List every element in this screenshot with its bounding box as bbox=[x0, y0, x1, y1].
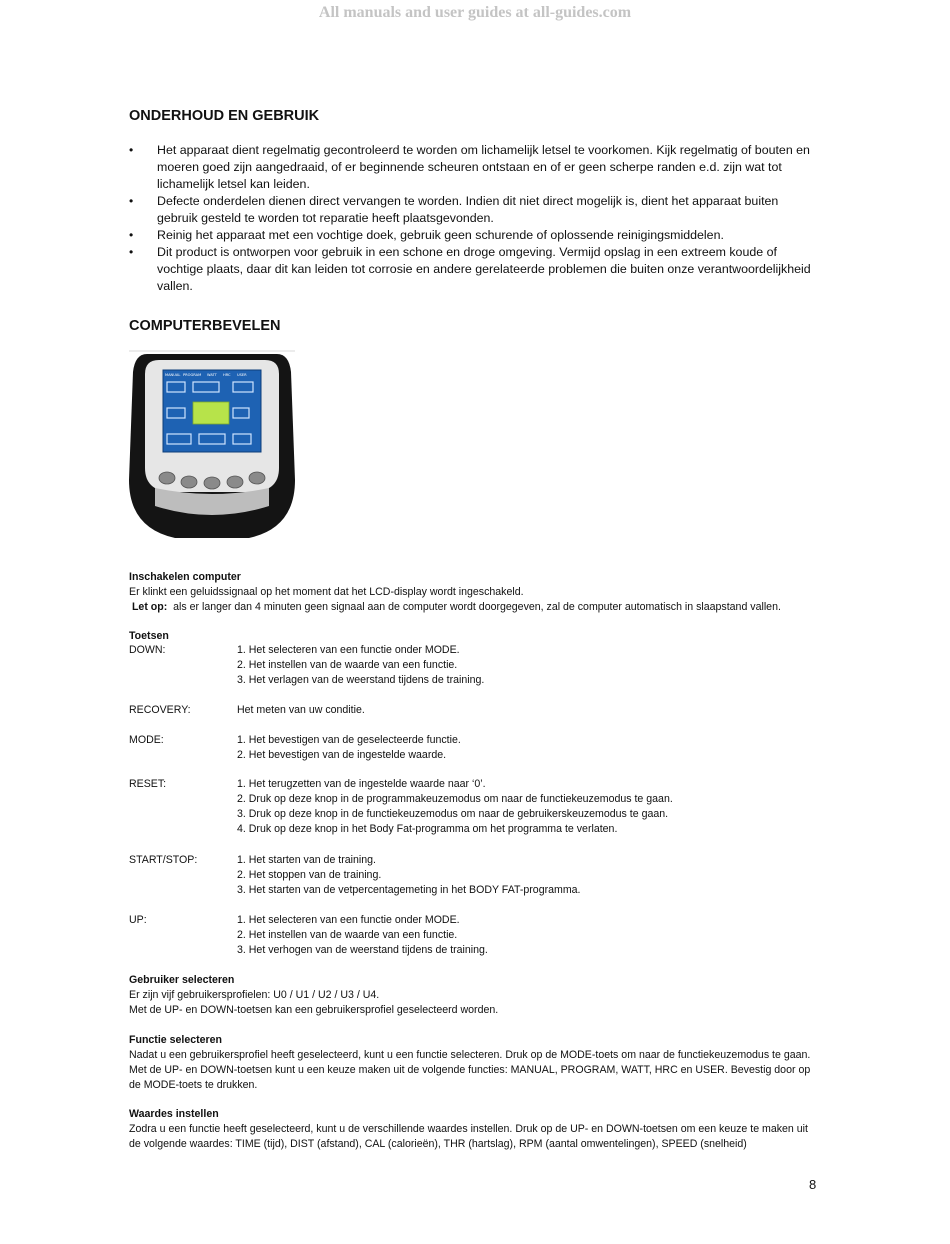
key-name: MODE: bbox=[129, 734, 164, 746]
bullet-icon: • bbox=[129, 228, 134, 242]
note-label: Let op: bbox=[131, 601, 168, 613]
bullet-icon: • bbox=[129, 194, 134, 208]
lcd-label-user: USER bbox=[237, 373, 247, 377]
bullet-icon: • bbox=[129, 245, 134, 259]
bullet-text: Defecte onderdelen dienen direct vervangen te worden. Indien dit niet direct mogelijk is, dient het apparaat buiten gebruik gesteld te worden tot reparatie heeft plaatsgevonden. bbox=[157, 194, 779, 225]
lcd-label-hrc: HRC bbox=[223, 373, 231, 377]
values-section bbox=[129, 1107, 821, 1152]
user-select-line2: Met de UP- en DOWN-toetsen kan een gebruikersprofiel geselecteerd worden. bbox=[129, 1004, 499, 1016]
list-item bbox=[129, 193, 821, 227]
key-name: UP: bbox=[129, 914, 147, 926]
key-description: Het meten van uw conditie. bbox=[237, 704, 365, 716]
lcd-label-program: PROGRAM bbox=[183, 373, 202, 377]
key-name: DOWN: bbox=[129, 644, 166, 656]
power-on-text: Er klinkt een geluidssignaal op het moment dat het LCD-display wordt ingeschakeld. bbox=[129, 586, 524, 598]
note-text: als er langer dan 4 minuten geen signaal aan de computer wordt doorgegeven, zal de computer automatisch in slaapstand vallen. bbox=[173, 601, 781, 613]
key-name: START/STOP: bbox=[129, 854, 198, 866]
section-title-computerbevelen: COMPUTERBEVELEN bbox=[129, 318, 281, 334]
power-on-section bbox=[129, 570, 821, 615]
key-description: 1. Het bevestigen van de geselecteerde functie. 2. Het bevestigen van de ingestelde waarde. bbox=[237, 734, 461, 761]
maintenance-list bbox=[129, 142, 821, 295]
computer-console-image bbox=[129, 350, 295, 542]
list-item bbox=[129, 244, 821, 295]
bullet-text: Het apparaat dient regelmatig gecontroleerd te worden om lichamelijk letsel te voorkomen. Kijk regelmatig of bouten en moeren goed zijn aangedraaid, of er beginnende scheuren ontstaan en of er geen scherpe randen e.d. zijn wat tot lichamelijk letsel kan leiden. bbox=[157, 143, 810, 191]
values-heading: Waardes instellen bbox=[129, 1108, 219, 1120]
lcd-label-watt: WATT bbox=[207, 373, 217, 377]
list-item bbox=[129, 227, 821, 244]
values-text: Zodra u een functie heeft geselecteerd, kunt u de verschillende waardes instellen. Druk op de UP- en DOWN-toetsen om een keuze te maken uit de volgende waardes: TIME (tijd), DIST (afstand), CAL (calorieën), THR (hartslag), RPM (aantal omwentelingen), SPEED (snelheid) bbox=[129, 1123, 808, 1150]
power-on-note bbox=[129, 600, 821, 615]
watermark: All manuals and user guides at all-guides.com bbox=[318, 4, 632, 21]
key-description: 1. Het selecteren van een functie onder MODE. 2. Het instellen van de waarde van een functie. 3. Het verhogen van de weerstand tijdens de training. bbox=[237, 914, 488, 956]
bullet-text: Dit product is ontworpen voor gebruik in een schone en droge omgeving. Vermijd opslag in een extreem koude of vochtige plaats, daar dit kan leiden tot corrosie en andere gerelateerde problemen die buiten onze verantwoordelijkheid vallen. bbox=[157, 245, 811, 293]
page-number: 8 bbox=[809, 1177, 817, 1192]
keys-heading: Toetsen bbox=[129, 630, 169, 642]
function-select-section bbox=[129, 1033, 821, 1093]
key-name: RESET: bbox=[129, 778, 167, 790]
section-title-onderhoud: ONDERHOUD EN GEBRUIK bbox=[129, 108, 320, 124]
user-select-line1: Er zijn vijf gebruikersprofielen: U0 / U1 / U2 / U3 / U4. bbox=[129, 989, 380, 1001]
user-select-section bbox=[129, 973, 821, 1018]
key-description: 1. Het starten van de training. 2. Het stoppen van de training. 3. Het starten van de vetpercentagemeting in het BODY FAT-programma. bbox=[237, 854, 581, 896]
function-select-heading: Functie selecteren bbox=[129, 1034, 223, 1046]
user-select-heading: Gebruiker selecteren bbox=[129, 974, 235, 986]
lcd-label-manual: MANUAL bbox=[165, 373, 181, 377]
key-description: 1. Het selecteren van een functie onder MODE. 2. Het instellen van de waarde van een functie. 3. Het verlagen van de weerstand tijdens de training. bbox=[237, 644, 485, 686]
power-on-heading: Inschakelen computer bbox=[129, 571, 241, 583]
function-select-text: Nadat u een gebruikersprofiel heeft geselecteerd, kunt u een functie selecteren. Druk op de MODE-toets om naar de functiekeuzemodus te gaan. Met de UP- en DOWN-toetsen kunt u een keuze maken uit de volgende functies: MANUAL, PROGRAM, WATT, HRC en USER. Bevestig door op de MODE-toets te drukken. bbox=[129, 1049, 811, 1091]
key-description: 1. Het terugzetten van de ingestelde waarde naar ‘0’. 2. Druk op deze knop in de programmakeuzemodus om naar de functiekeuzemodus te gaan. 3. Druk op deze knop in de functiekeuzemodus om naar de gebruikerskeuzemodus te gaan. 4. Druk op deze knop in het Body Fat-programma om het programma te verlaten. bbox=[237, 778, 673, 835]
key-name: RECOVERY: bbox=[129, 704, 191, 716]
list-item bbox=[129, 142, 821, 193]
bullet-text: Reinig het apparaat met een vochtige doek, gebruik geen schurende of oplossende reinigingsmiddelen. bbox=[157, 228, 724, 242]
bullet-icon: • bbox=[129, 143, 134, 157]
